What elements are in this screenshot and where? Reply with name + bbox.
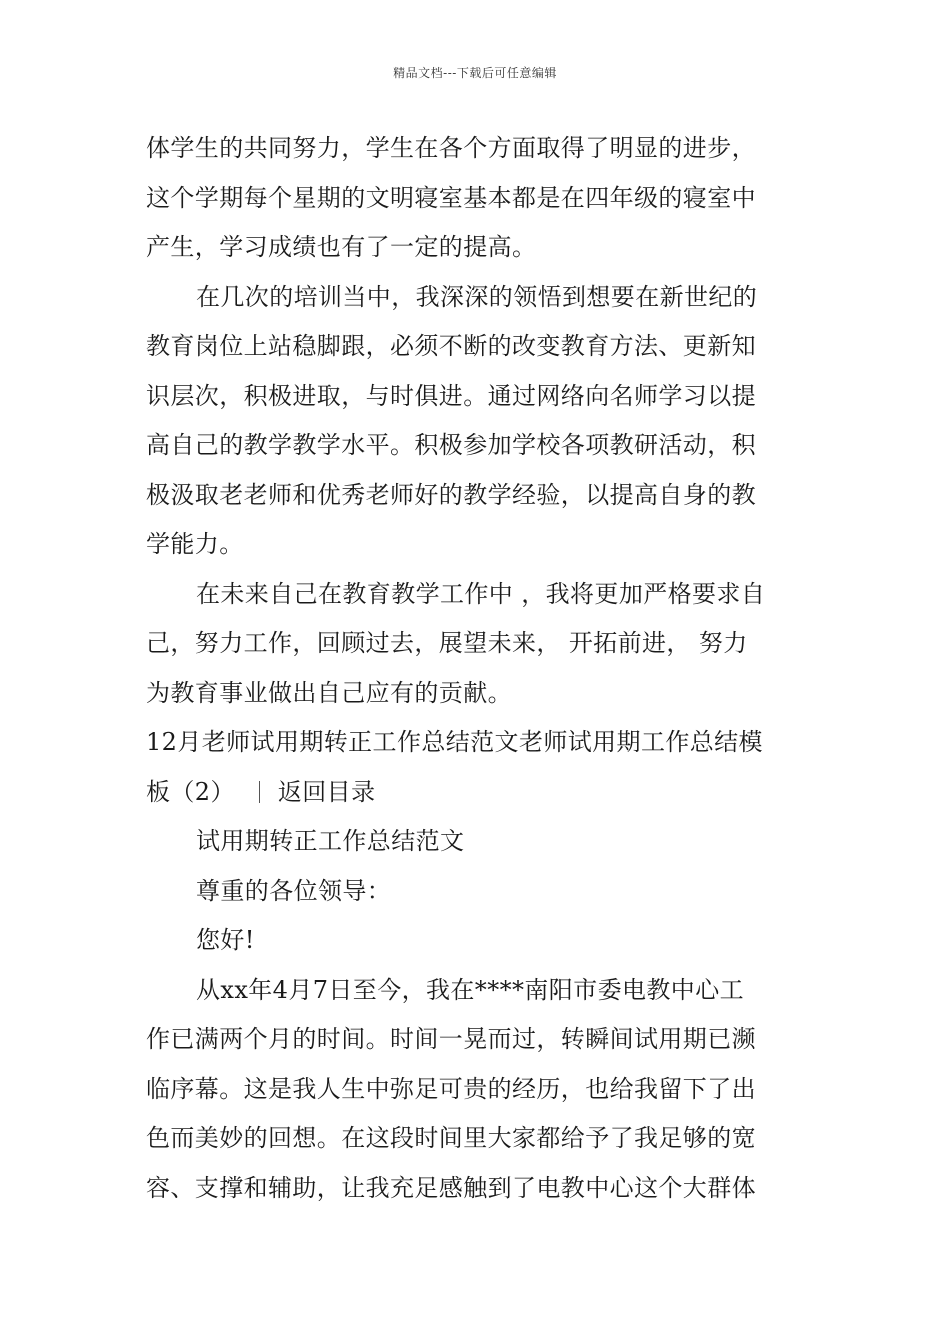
text-line: 这个学期每个星期的文明寝室基本都是在四年级的寝室中: [146, 183, 756, 212]
section-heading-line: 12月老师试用期转正工作总结范文老师试用期工作总结模: [146, 728, 763, 756]
text-line: 体学生的共同努力，学生在各个方面取得了明显的进步，: [146, 134, 756, 162]
text-line: 己，努力工作，回顾过去，展望未来， 开拓前进， 努力: [146, 629, 748, 657]
text-line: 学能力。: [146, 530, 244, 558]
letter: [146, 817, 806, 1213]
letter-greeting: 您好!: [196, 926, 255, 954]
text-line: 临序幕。这是我人生中弥足可贵的经历，也给我留下了出: [146, 1074, 756, 1103]
letter-title: 试用期转正工作总结范文: [196, 827, 465, 855]
text-line: 产生，学习成绩也有了一定的提高。: [146, 233, 537, 261]
text-line: 识层次，积极进取，与时俱进。通过网络向名师学习以提: [146, 381, 756, 410]
letter-salutation: 尊重的各位领导：: [196, 876, 392, 905]
text-line: 从xx年4月7日至今，我在****南阳市委电教中心工: [196, 975, 745, 1004]
text-line: 教育岗位上站稳脚跟，必须不断的改变教育方法、更新知: [146, 332, 756, 360]
document-body: [146, 124, 806, 1213]
page-header: 精品文档---下载后可任意编辑: [393, 66, 557, 80]
text-line: 作已满两个月的时间。时间一晃而过，转瞬间试用期已濒: [146, 1025, 756, 1053]
section-heading-line: [146, 768, 806, 818]
text-line: 容、支撑和辅助，让我充足感触到了电教中心这个大群体: [146, 1173, 756, 1202]
divider: [259, 781, 260, 803]
paragraph-3: [146, 570, 806, 719]
section-heading: [146, 718, 806, 817]
paragraph-1: [146, 124, 806, 273]
back-to-toc-link[interactable]: 返回目录: [277, 777, 376, 806]
text-line: 高自己的教学教学水平。积极参加学校各项教研活动，积: [146, 431, 756, 459]
section-heading-suffix: 板（2）: [146, 777, 235, 806]
paragraph-2: [146, 273, 806, 570]
text-line: 色而美妙的回想。在这段时间里大家都给予了我足够的宽: [146, 1124, 756, 1152]
text-line: 极汲取老老师和优秀老师好的教学经验，以提高自身的教: [146, 480, 756, 509]
text-line: 在几次的培训当中，我深深的领悟到想要在新世纪的: [196, 282, 758, 311]
text-line: 为教育事业做出自己应有的贡献。: [146, 678, 512, 707]
text-line: 在未来自己在教育教学工作中 ，我将更加严格要求自: [196, 579, 766, 608]
